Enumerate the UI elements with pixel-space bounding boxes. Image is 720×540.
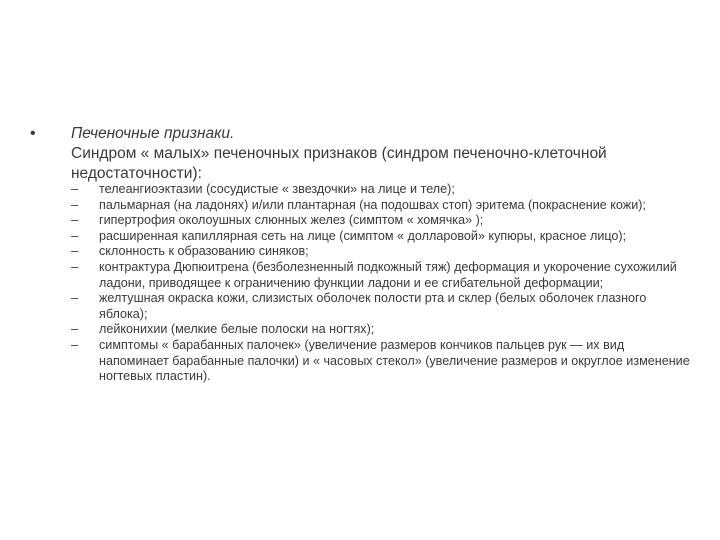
- list-item: [71, 229, 691, 245]
- list-item: [71, 322, 691, 338]
- dash-marker: –: [71, 182, 79, 196]
- main-bullet-marker: •: [30, 125, 36, 142]
- list-item: [71, 244, 691, 260]
- list-item: [71, 260, 691, 291]
- list-item-text: склонность к образованию синяков;: [99, 244, 309, 259]
- list-item: [71, 338, 691, 385]
- list-item-text: гипертрофия околоушных слюнных желез (симптом « хомячка» );: [99, 213, 484, 228]
- dash-marker: –: [71, 337, 79, 352]
- list-item: [71, 213, 691, 229]
- list-item: [71, 291, 691, 322]
- list-item-text: расширенная капиллярная сеть на лице (симптом « долларовой» купюры, красное лицо);: [99, 228, 627, 243]
- list-item: [71, 182, 691, 198]
- heading-block: [71, 124, 691, 184]
- dash-marker: –: [71, 291, 79, 306]
- list-item-text: желтушная окраска кожи, слизистых оболочек полости рта и склер (белых оболочек глазного яблока);: [99, 291, 647, 321]
- list-item: [71, 198, 691, 214]
- dash-marker: –: [71, 228, 79, 243]
- list-item-text: лейконихии (мелкие белые полоски на ногтях);: [99, 322, 375, 337]
- symptom-list: [71, 182, 691, 385]
- dash-marker: –: [71, 197, 79, 212]
- list-item-text: контрактура Дюпюитрена (безболезненный подкожный тяж) деформация и укорочение сухожилий ладони, приводящее к ограничению функции ладони и ее сгибательной деформации;: [99, 259, 677, 290]
- section-subtitle: Синдром « малых» печеночных признаков (синдром печеночно-клеточной недостаточности):: [71, 145, 607, 182]
- dash-marker: –: [71, 322, 79, 337]
- dash-marker: –: [71, 213, 79, 228]
- dash-marker: –: [71, 259, 79, 274]
- list-item-text: телеангиоэктазии (сосудистые « звездочки» на лице и теле);: [99, 182, 455, 196]
- list-item-text: пальмарная (на ладонях) и/или плантарная (на подошвах стоп) эритема (покраснение кожи);: [99, 197, 646, 212]
- list-item-text: симптомы « барабанных палочек» (увеличение размеров кончиков пальцев рук — их вид напоминает барабанные палочки) и « часовых стекол» (увеличение размеров и округлое изменение ногтевых пластин).: [99, 337, 690, 384]
- dash-marker: –: [71, 244, 79, 259]
- section-title: Печеночные признаки.: [71, 125, 235, 142]
